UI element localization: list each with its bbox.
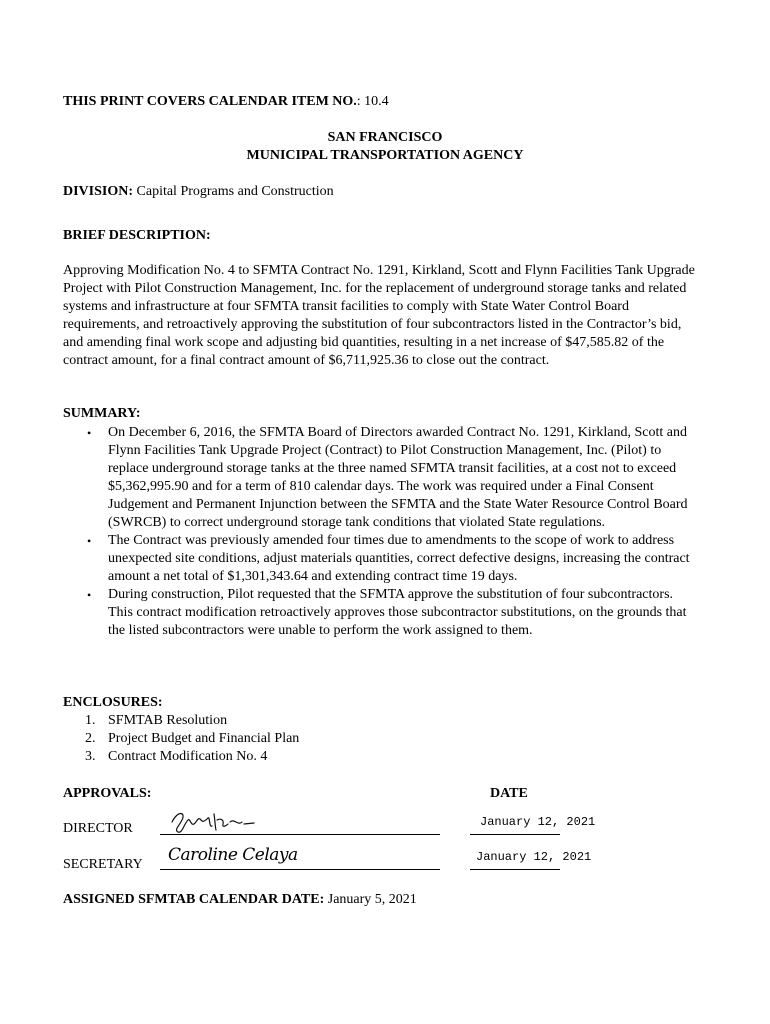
agency-city: SAN FRANCISCO xyxy=(327,130,443,145)
director-date: January 12, 2021 xyxy=(480,815,596,829)
enclosure-number: 3. xyxy=(85,749,96,764)
brief-description-text: Approving Modification No. 4 to SFMTA Contract No. 1291, Kirkland, Scott and Flynn Facilities Tank Upgrade Project with Pilot Construction Management, Inc. for the replacement of underground storage tanks and related systems and infrastructure at four SFMTA transit facilities to comply with State Water Control Board requirements, and retroactively approving the substitution of four subcontractors listed in the Contractor’s bid, and amending final work scope and adjusting bid quantities, resulting in a net increase of $47,585.82 of the contract amount, for a final contract amount of $6,711,925.36 to close out the contract. xyxy=(63,263,695,368)
agency-name: MUNICIPAL TRANSPORTATION AGENCY xyxy=(246,148,524,163)
bullet-icon: • xyxy=(87,534,92,548)
enclosure-text: Contract Modification No. 4 xyxy=(108,749,268,764)
date-header: DATE xyxy=(490,786,528,801)
secretary-signature-line xyxy=(160,869,440,870)
assigned-calendar-date-line xyxy=(63,891,417,909)
secretary-date: January 12, 2021 xyxy=(476,850,592,864)
summary-label: SUMMARY: xyxy=(63,406,141,421)
division-line xyxy=(63,183,334,201)
bullet-icon: • xyxy=(87,426,92,440)
enclosures-list xyxy=(63,712,695,766)
summary-item xyxy=(63,586,695,640)
director-signature xyxy=(168,808,258,836)
calendar-item-label: THIS PRINT COVERS CALENDAR ITEM NO. xyxy=(63,94,357,109)
secretary-label: SECRETARY xyxy=(63,857,143,872)
enclosure-text: SFMTAB Resolution xyxy=(108,713,228,728)
director-signature-line xyxy=(160,834,440,835)
enclosures-label: ENCLOSURES: xyxy=(63,695,163,710)
calendar-item-value: : 10.4 xyxy=(356,94,389,109)
summary-item-text: The Contract was previously amended four times due to amendments to the scope of work to address unexpected site conditions, adjust materials quantities, correct defective designs, increasing the contract amount a net total of $1,301,343.64 and extending contract time 19 days. xyxy=(108,533,690,584)
enclosure-number: 1. xyxy=(85,713,96,728)
summary-item xyxy=(63,424,695,532)
secretary-signature: Caroline Celaya xyxy=(168,845,298,865)
enclosure-text: Project Budget and Financial Plan xyxy=(108,731,300,746)
director-label: DIRECTOR xyxy=(63,821,133,836)
bullet-icon: • xyxy=(87,588,92,602)
enclosure-item xyxy=(63,712,695,730)
enclosure-item xyxy=(63,730,695,748)
summary-list xyxy=(63,424,695,640)
assigned-calendar-date-value: January 5, 2021 xyxy=(324,892,417,907)
summary-item-text: On December 6, 2016, the SFMTA Board of Directors awarded Contract No. 1291, Kirkland, Scott and Flynn Facilities Tank Upgrade Project (Contract) to Pilot Construction Management, Inc. (Pilot) to replace underground storage tanks at the three named SFMTA transit facilities, at a cost not to exceed $5,362,995.90 and for a term of 810 calendar days. The work was required under a Final Consent Judgement and Permanent Injunction between the SFMTA and the State Water Resource Control Board (SWRCB) to correct underground storage tank conditions that violated State regulations. xyxy=(108,425,688,530)
agency-heading xyxy=(0,129,770,165)
brief-description-label: BRIEF DESCRIPTION: xyxy=(63,228,211,243)
division-label: DIVISION: xyxy=(63,184,134,199)
calendar-item-line xyxy=(63,93,389,111)
director-date-line xyxy=(470,834,560,835)
division-value: Capital Programs and Construction xyxy=(133,184,334,199)
enclosure-item xyxy=(63,748,695,766)
summary-item xyxy=(63,532,695,586)
secretary-date-line xyxy=(470,869,560,870)
summary-item-text: During construction, Pilot requested that the SFMTA approve the substitution of four subcontractors. This contract modification retroactively approves those subcontractor substitutions, on the grounds that the listed subcontractors were unable to perform the work assigned to them. xyxy=(108,587,687,638)
approvals-label: APPROVALS: xyxy=(63,786,152,801)
enclosure-number: 2. xyxy=(85,731,96,746)
assigned-calendar-date-label: ASSIGNED SFMTAB CALENDAR DATE: xyxy=(63,892,325,907)
